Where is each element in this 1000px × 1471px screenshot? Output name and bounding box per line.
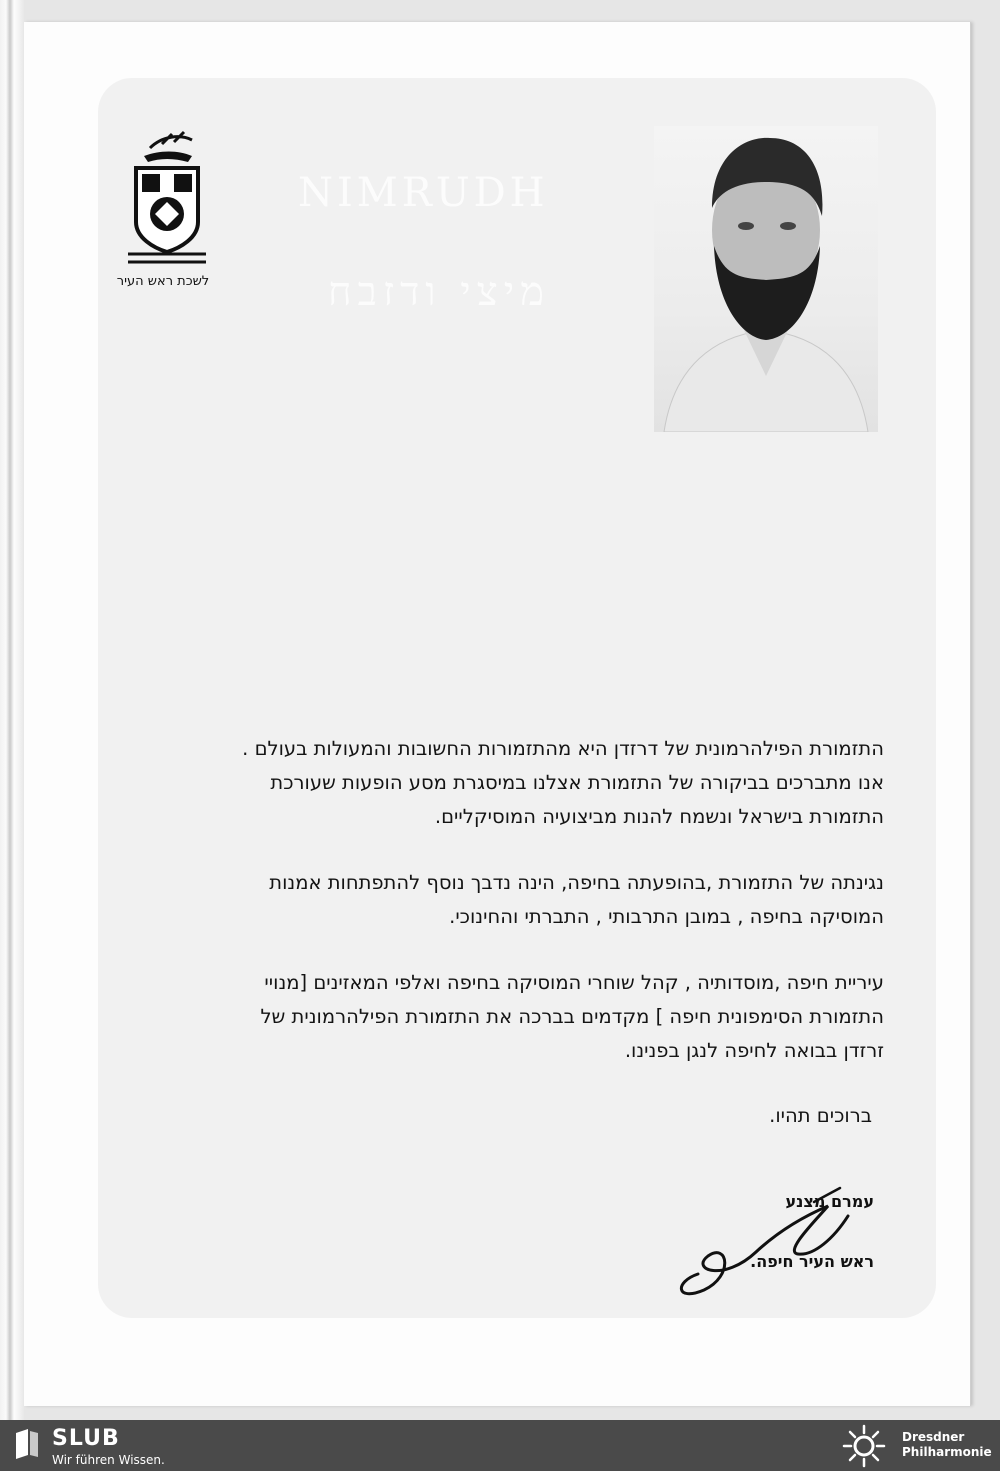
letter-closing: ברוכים תהיו. [769, 1104, 872, 1127]
slub-book-icon [14, 1429, 40, 1459]
partner-name-line: Philharmonie [902, 1445, 992, 1459]
letter-body [144, 732, 884, 1100]
ghost-text: מיצי ודזבח [328, 269, 550, 315]
slub-tagline: Wir führen Wissen. [52, 1453, 165, 1467]
ghost-text: NIMRUDH [298, 170, 549, 216]
partner-name [902, 1430, 992, 1460]
letter-paragraph: התזמורת הפילהרמונית של דרזדן היא מהתזמורות החשובות והמעולות בעולם . אנו מתברכים בביקורה של התזמורת אצלנו במיסגרת מסע הופעות שעורכת התזמורת בישראל ונשמח להנות מביצועיה המוסיקליים. [242, 737, 884, 828]
footer-bar [0, 1420, 1000, 1471]
partner-name-line: Dresdner [902, 1430, 965, 1444]
mayor-portrait [654, 126, 878, 432]
portrait-photo-icon [654, 126, 878, 432]
slub-name: SLUB [52, 1426, 120, 1451]
letter-paragraph: עיריית חיפה ,מוסדותיה , קהל שוחרי המוסיקה בחיפה ואלפי המאזינים [מנויי התזמורת הסימפונית חיפה ] מקדמים בברכה את התזמורת הפילהרמונית של זרזדן בבואה לחיפה לנגן בפנינו. [260, 971, 884, 1062]
signatory-name: עמרם מצנע [785, 1192, 874, 1211]
philharmonie-sunburst-icon [842, 1424, 886, 1468]
brochure-page [24, 22, 971, 1406]
letter-paragraph: נגינתה של התזמורת ,בהופעתה בחיפה, הינה נדבך נוסף להתפתחות אמנות המוסיקה בחיפה , במובן התרבותי , התברתי והחינוכי. [269, 871, 884, 928]
scan-binding-edge [0, 0, 24, 1420]
handwritten-signature-icon [664, 1182, 874, 1312]
emblem-caption: לשכת ראש העיר [116, 274, 210, 289]
haifa-emblem-icon [122, 130, 212, 270]
signatory-title: ראש העיר חיפה. [750, 1252, 874, 1271]
